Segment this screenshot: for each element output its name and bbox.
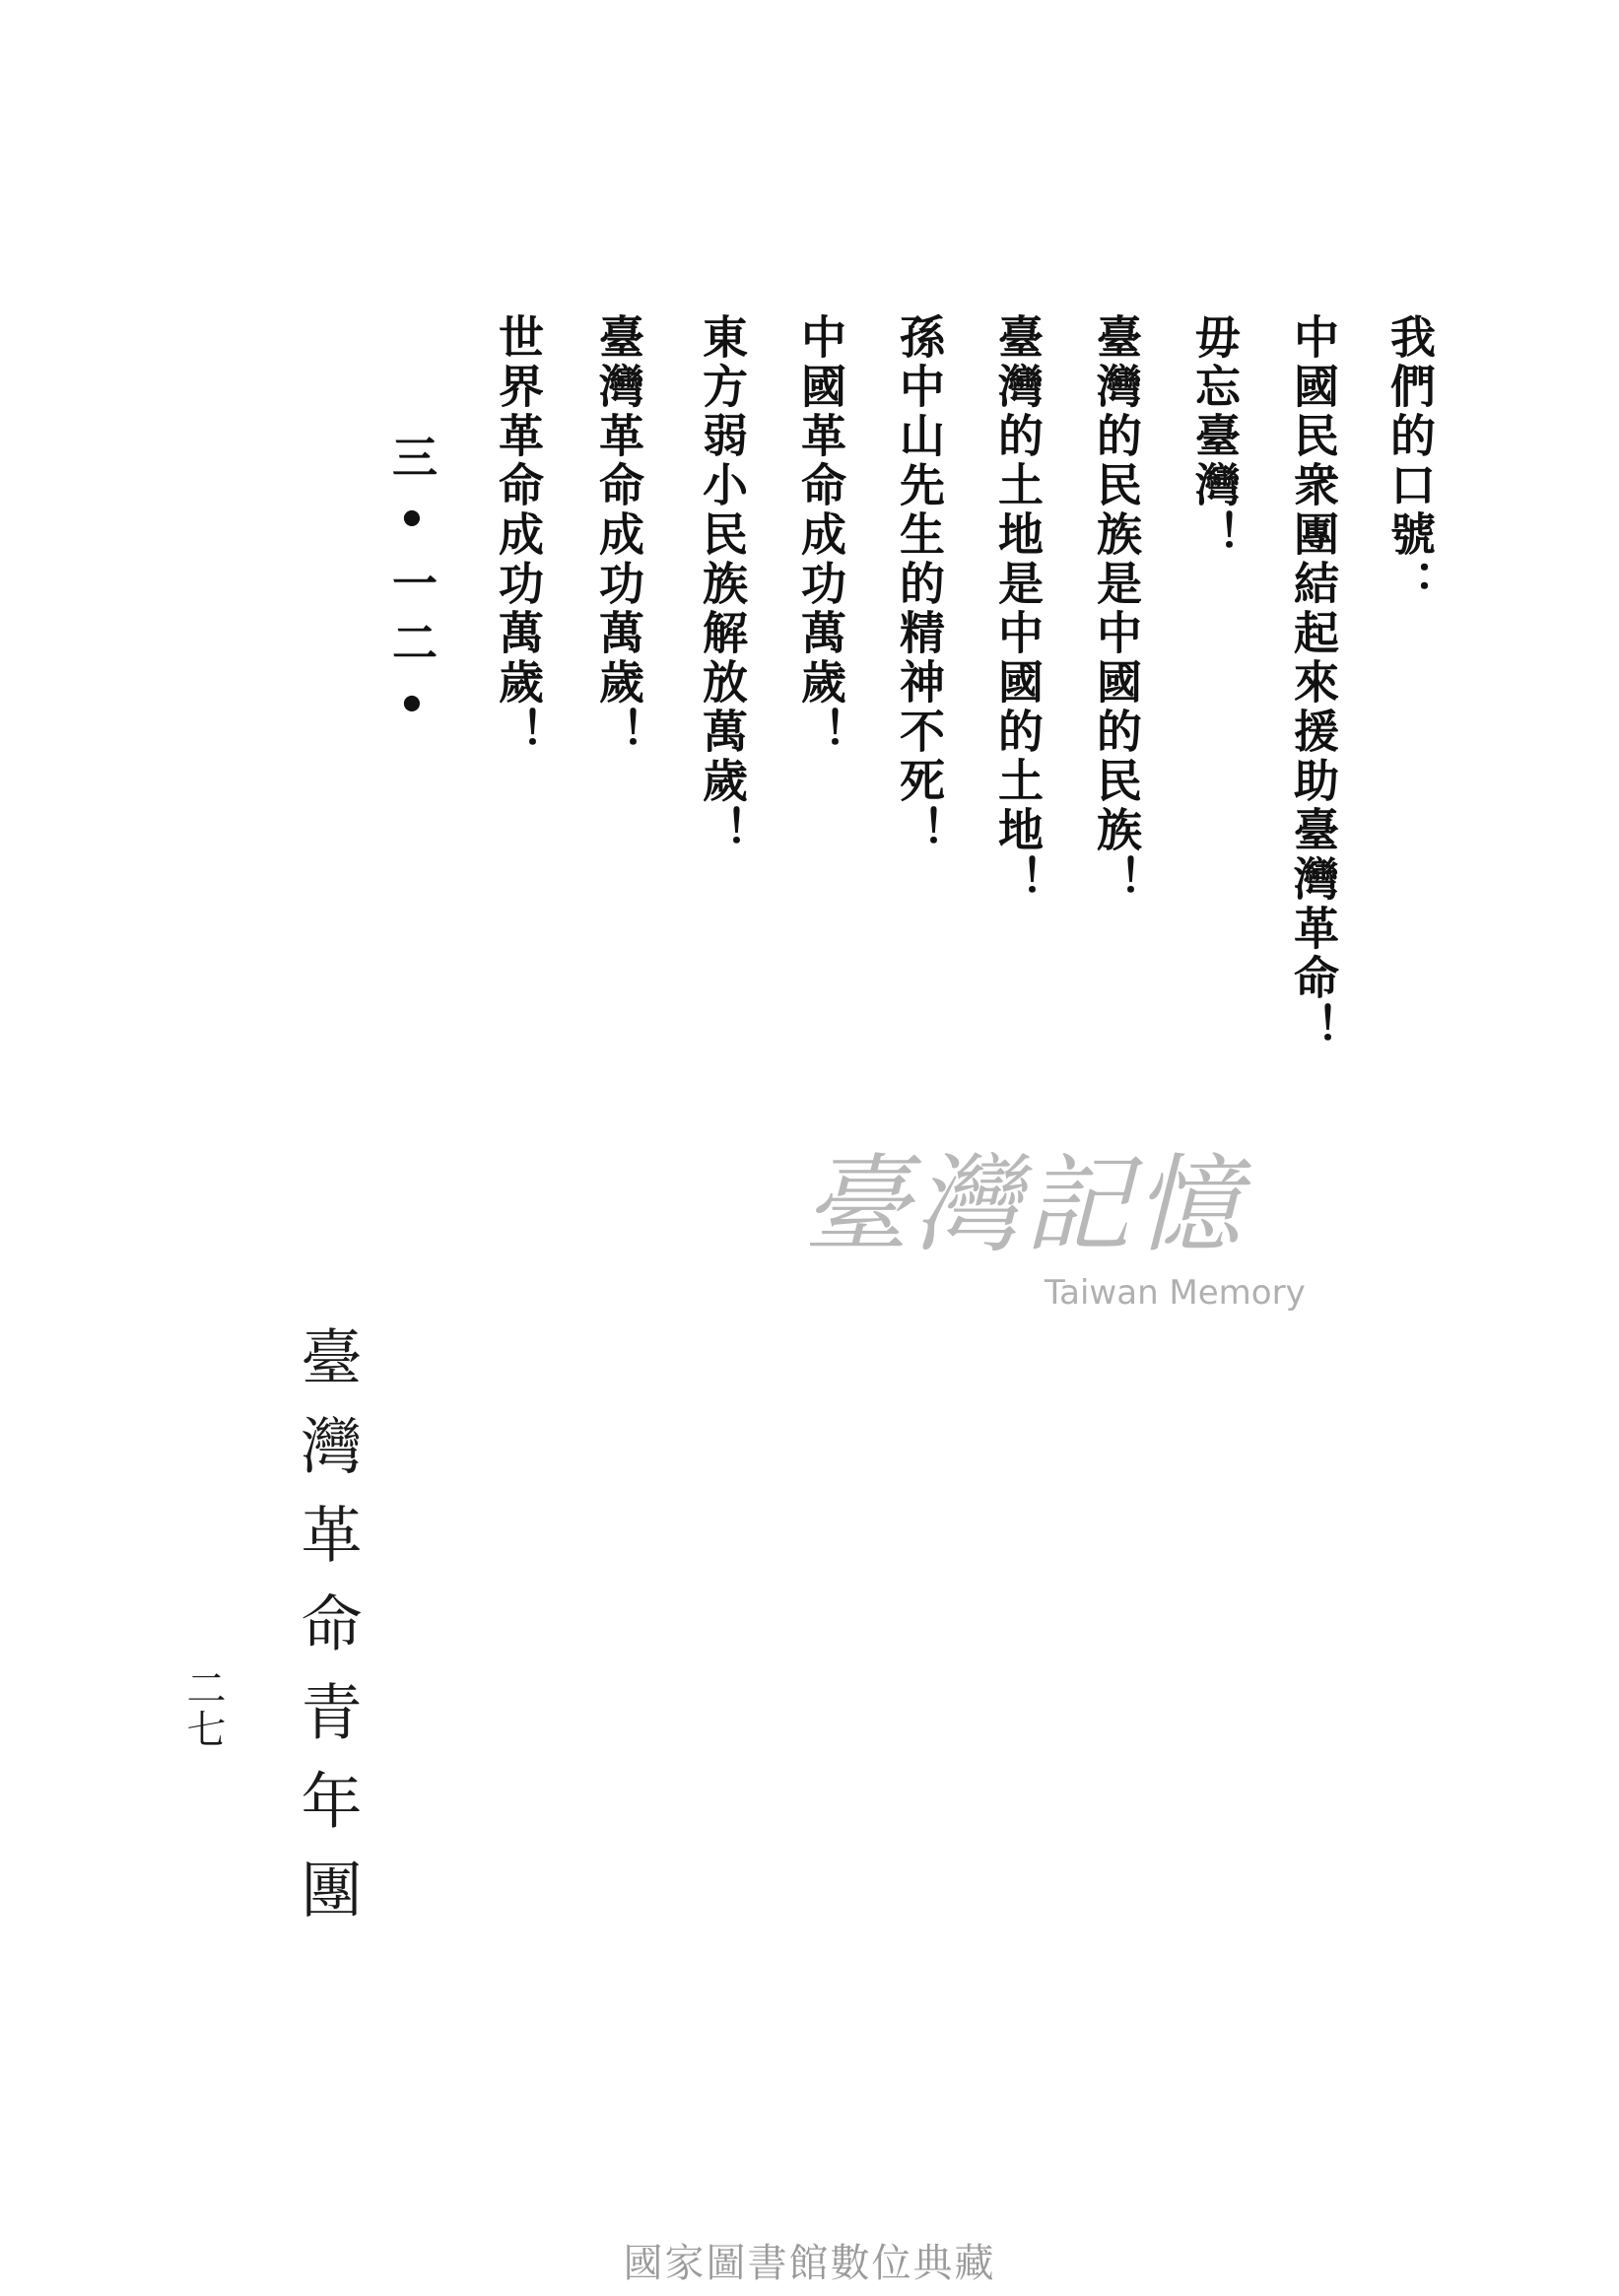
slogan-line: 臺灣革命成功萬歲！ bbox=[592, 313, 645, 757]
footer-credit: 國家圖書館數位典藏 bbox=[623, 2241, 996, 2286]
organization-signature: 臺灣革命青年團 bbox=[291, 1325, 363, 1946]
page-number: 二七 bbox=[180, 1667, 226, 1750]
slogan-line: 中國民衆團結起來援助臺灣革命！ bbox=[1287, 313, 1340, 1052]
slogan-line: 臺灣的土地是中國的土地！ bbox=[991, 313, 1045, 905]
watermark-chinese: 臺灣記憶 bbox=[803, 1144, 1246, 1267]
slogan-line: 臺灣的民族是中國的民族！ bbox=[1090, 313, 1143, 905]
slogan-line: 東方弱小民族解放萬歲！ bbox=[696, 313, 749, 855]
slogan-line: 世界革命成功萬歲！ bbox=[492, 313, 545, 757]
watermark-english: Taiwan Memory bbox=[1045, 1273, 1306, 1313]
slogans-heading: 我們的口號： bbox=[1383, 313, 1437, 609]
slogan-line: 毋忘臺灣！ bbox=[1188, 313, 1242, 560]
slogan-line: 孫中山先生的精神不死！ bbox=[893, 313, 946, 855]
taiwan-memory-watermark bbox=[803, 1144, 1315, 1320]
slogan-line: 中國革命成功萬歲！ bbox=[794, 313, 847, 757]
date-line: 三•一二• bbox=[385, 434, 438, 745]
